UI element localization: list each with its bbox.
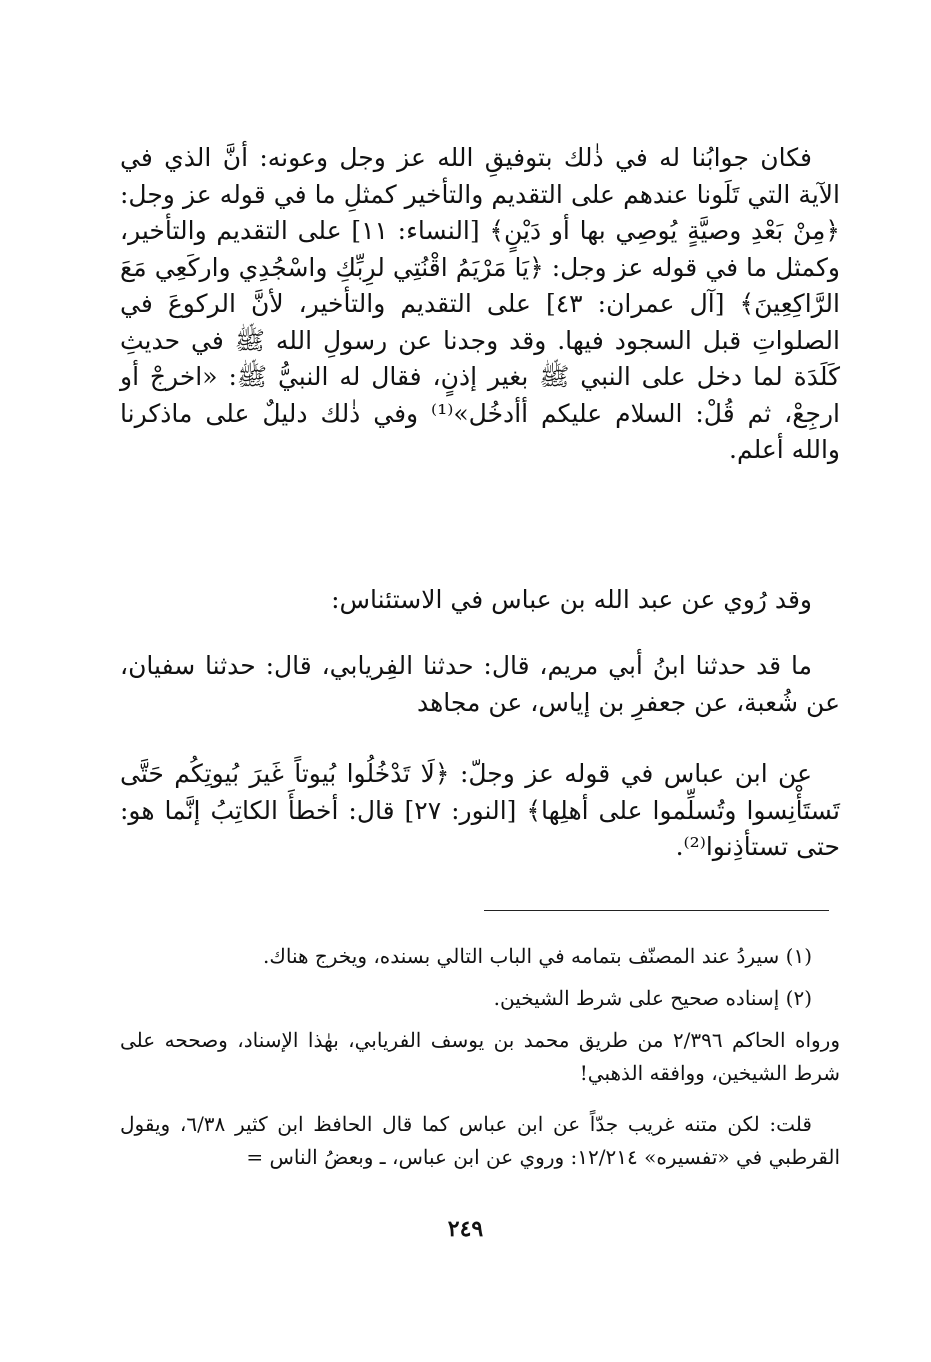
paragraph-kalada-hadith: فكان جوابُنا له في ذٰلك بتوفيقِ الله عز وجل وعونه: أنَّ الذي في الآية التي تَلَونا عندهم على التقديم والتأخير كمثلِ ما في قوله عز وجل: ﴿مِنْ بَعْدِ وصيَّةٍ يُوصِي بها أو دَيْنٍ﴾ [النساء: ١١] على التقديم والتأخير، وكمثل ما في قوله عز وجل: ﴿يَا مَرْيَمُ اقْنُتِي لرِبِّكِ واسْجُدِي واركَعِي مَعَ الرَّاكِعِينَ﴾ [آل عمران: ٤٣] على التقديم والتأخير، لأنَّ الركوعَ في الصلواتِ قبل السجود فيها. وقد وجدنا عن رسولِ الله ﷺ في حديثِ كَلَدَة لما دخل على النبي ﷺ بغير إذنٍ، فقال له النبيُّ ﷺ: «اخرجْ أو ارجِعْ، ثم قُلْ: السلام عليكم أأدخُل»⁽¹⁾ وفي ذٰلك دليلٌ على ماذكرنا والله أعلم.	[120, 143, 840, 464]
footnote-1: (١) سيردُ عند المصنّف بتمامه في الباب التالي بسنده، ويخرج هناك.	[263, 944, 812, 968]
paragraph-isti-nas-intro: وقد رُوي عن عبد الله بن عباس في الاستئناس:	[331, 585, 812, 614]
footnote-2-continuation: ورواه الحاكم ٢/٣٩٦ من طريق محمد بن يوسف الفريابي، بهٰذا الإسناد، وصححه على شرط الشيخين، ووافقه الذهبي!	[120, 1028, 840, 1085]
paragraph-ibn-abbas-quote: عن ابن عباس في قوله عز وجلّ: ﴿لَا تَدْخُلُوا بُيوتاً غَيرَ بُيوتِكُم حَتَّى تَستَأْنِسوا وتُسلِّموا على أهلِها﴾ [النور: ٢٧] قال: أخطأَ الكاتِبُ إنَّما هو: حتى تستأذِنوا⁽²⁾.	[120, 759, 840, 861]
paragraph-isnad-chain: ما قد حدثنا ابنُ أبي مريم، قال: حدثنا الفِريابي، قال: حدثنا سفيان، عن شُعبة، عن جعفرِ بن إياس، عن مجاهد	[120, 651, 840, 717]
footnote-2-comment: قلت: لكن متنه غريب جدّاً عن ابن عباس كما قال الحافظ ابن كثير ٦/٣٨، ويقول القرطبي في «تفسيره» ١٢/٢١٤: وروي عن ابن عباس، ـ وبعضُ الناس =	[120, 1112, 840, 1169]
page-number: ٢٤٩	[447, 1216, 484, 1242]
footnote-2: (٢) إسناده صحيح على شرط الشيخين.	[493, 986, 812, 1010]
footnote-divider	[484, 910, 829, 911]
